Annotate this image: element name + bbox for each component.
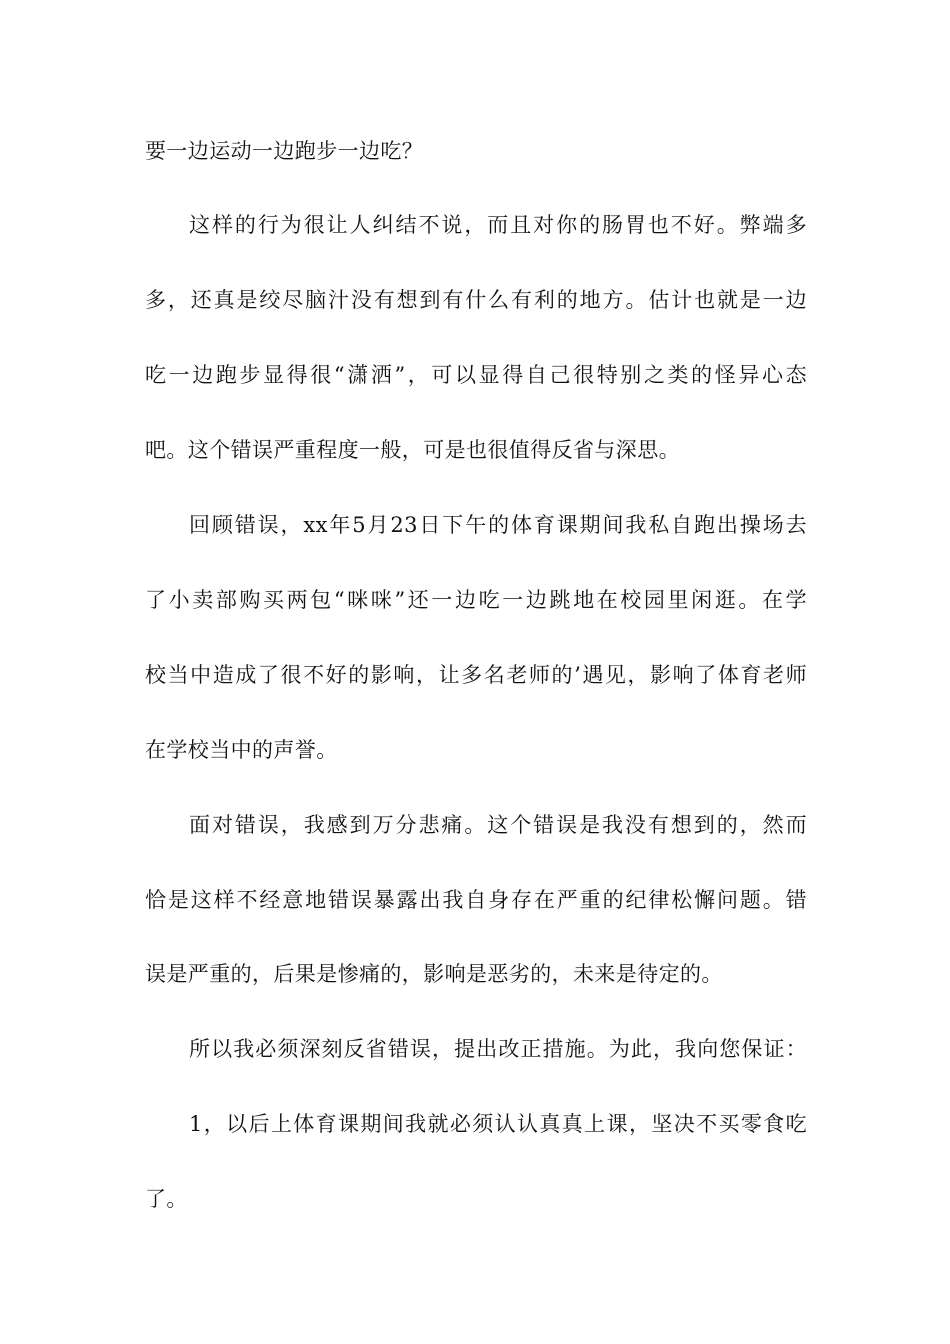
paragraph-1-line-4: 吧。这个错误严重程度一般，可是也很值得反省与深思。 [145,438,680,462]
text-line-1: 要一边运动一边跑步一边吃？ [145,139,424,163]
paragraph-3-line-2: 恰是这样不经意地错误暴露出我自身存在严重的纪律松懈问题。错 [145,888,807,912]
paragraph-2-line-1: 回顾错误，xx年5月23日下午的体育课期间我私自跑出操场去 [189,513,807,537]
paragraph-1-line-1: 这样的行为很让人纠结不说，而且对你的肠胃也不好。弊端多 [189,213,807,237]
paragraph-2-line-2: 了小卖部购买两包“咪咪”还一边吃一边跳地在校园里闲逛。在学 [145,588,807,612]
paragraph-4-line-1: 所以我必须深刻反省错误，提出改正措施。为此，我向您保证： [189,1037,807,1061]
paragraph-5-line-2: 了。 [145,1187,188,1211]
paragraph-1-line-2: 多，还真是绞尽脑汁没有想到有什么有利的地方。估计也就是一边 [145,288,807,312]
paragraph-2-line-4: 在学校当中的声誉。 [145,738,338,762]
paragraph-1-line-3: 吃一边跑步显得很“潇洒”，可以显得自己很特别之类的怪异心态 [145,363,807,387]
paragraph-3-line-1: 面对错误，我感到万分悲痛。这个错误是我没有想到的，然而 [189,813,807,837]
paragraph-2-line-3: 校当中造成了很不好的影响，让多名老师的’遇见，影响了体育老师 [145,663,807,687]
paragraph-5-line-1: 1，以后上体育课期间我就必须认认真真上课，坚决不买零食吃 [189,1112,807,1136]
paragraph-3-line-3: 误是严重的，后果是惨痛的，影响是恶劣的，未来是待定的。 [145,962,723,986]
